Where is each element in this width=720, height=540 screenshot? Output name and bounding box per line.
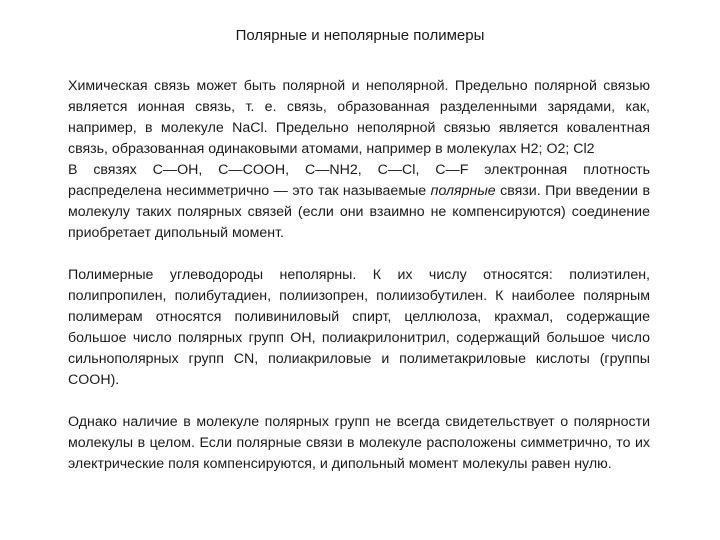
- paragraph-chemical-bond: Химическая связь может быть полярной и неполярной. Предельно полярной связью является ионная связь, т. е. связь, образованная разделенными зарядами, как, например, в молекуле NaCl. Предельно неполярной связью является ковалентная связь, образованная одинаковыми атомами, например в молекулах H2; O2; Cl2: [68, 78, 650, 157]
- paragraph-polar-bonds: [68, 160, 650, 244]
- polar-term-italic: полярные: [430, 183, 496, 199]
- polar-bonds-text-end: связи. При введении в молекулу таких полярных связей (если они взаимно не компенсируются) соединение приобретает дипольный момент.: [68, 183, 650, 241]
- slide-body: [68, 76, 650, 475]
- paragraph-gap: [68, 391, 650, 412]
- paragraph-dipole-moment: Однако наличие в молекуле полярных групп не всегда свидетельствует о полярности молекулы в целом. Если полярные связи в молекуле расположены симметрично, то их электрические поля компенсируются, и дипольный момент молекулы равен нулю.: [68, 414, 650, 472]
- slide-title: Полярные и неполярные полимеры: [235, 27, 485, 44]
- paragraph-polymer-hydrocarbons: Полимерные углеводороды неполярны. К их числу относятся: полиэтилен, полипропилен, полибутадиен, полиизопрен, полиизобутилен. К наиболее полярным полимерам относятся поливиниловый спирт, целлюлоза, крахмал, содержащие большое число полярных групп OH, полиакрилонитрил, содержащий большое число сильнополярных групп CN, полиакриловые и полиметакриловые кислоты (группы COOH).: [68, 267, 650, 388]
- polar-bonds-text-start: В связях C—OH, C—COOH, C—NH2, C—Cl, C—F электронная плотность распределена несимметрично — это так называемые: [68, 162, 650, 199]
- paragraph-gap: [68, 244, 650, 265]
